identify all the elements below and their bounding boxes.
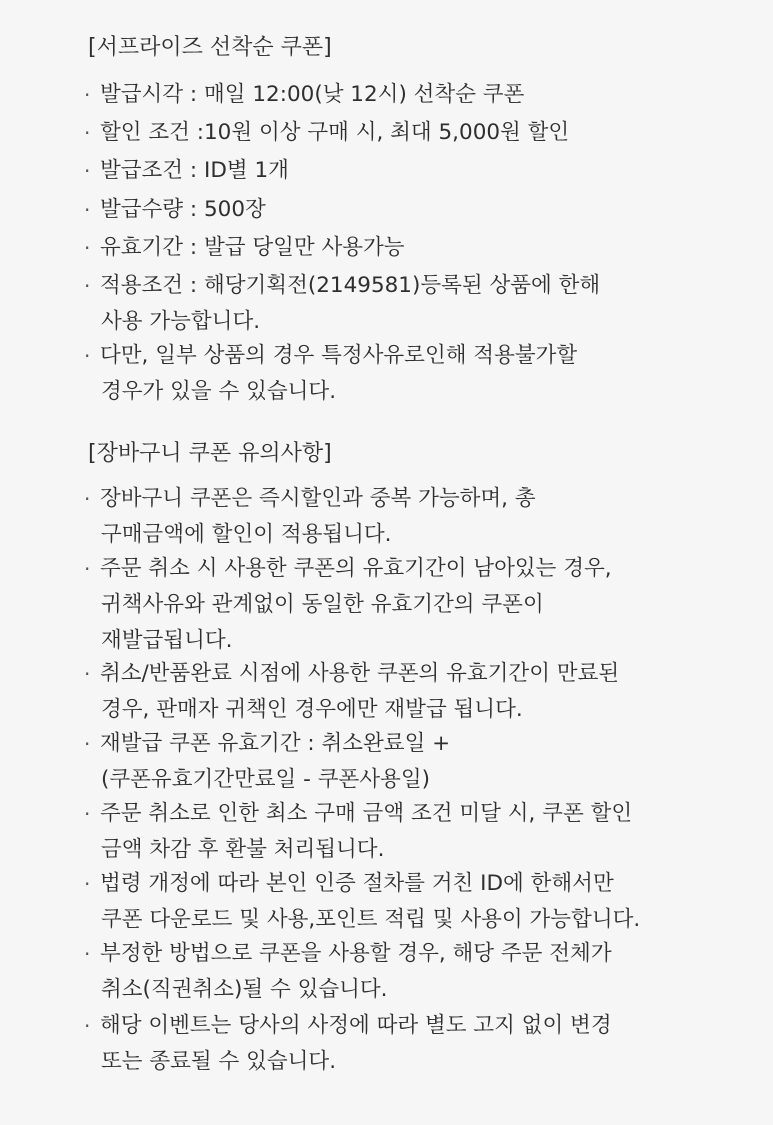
list-item-text: 해당 이벤트는 당사의 사정에 따라 별도 고지 없이 변경 bbox=[100, 1013, 612, 1038]
list-item-text: (쿠폰유효기간만료일 - 쿠폰사용일) bbox=[101, 767, 430, 792]
list-item-text: 발급조건 : ID별 1개 bbox=[100, 158, 289, 183]
list-item-text: 발급시각 : 매일 12:00(낮 12시) 선착순 쿠폰 bbox=[100, 82, 525, 107]
list-item-text: 경우, 판매자 귀책인 경우에만 재발급 됩니다. bbox=[101, 697, 523, 722]
bullet-icon: · bbox=[84, 344, 91, 368]
section-title-cart-coupon: [장바구니 쿠폰 유의사항] bbox=[88, 441, 332, 466]
list-item-text: 귀책사유와 관계없이 동일한 유효기간의 쿠폰이 bbox=[101, 592, 544, 617]
list-item-text: 유효기간 : 발급 당일만 사용가능 bbox=[100, 235, 405, 260]
list-item-text: 구매금액에 할인이 적용됩니다. bbox=[101, 522, 392, 547]
bullet-icon: · bbox=[84, 83, 91, 107]
list-item-text: 취소(직권취소)될 수 있습니다. bbox=[101, 977, 388, 1002]
list-item-text: 주문 취소 시 사용한 쿠폰의 유효기간이 남아있는 경우, bbox=[100, 556, 612, 581]
bullet-icon: · bbox=[84, 557, 91, 581]
list-item-text: 주문 취소로 인한 최소 구매 금액 조건 미달 시, 쿠폰 할인 bbox=[100, 801, 633, 826]
bullet-icon: · bbox=[84, 159, 91, 183]
bullet-icon: · bbox=[84, 662, 91, 686]
list-item-text: 장바구니 쿠폰은 즉시할인과 중복 가능하며, 총 bbox=[100, 486, 536, 511]
list-item-text: 법령 개정에 따라 본인 인증 절차를 거친 ID에 한해서만 bbox=[100, 871, 614, 896]
bullet-icon: · bbox=[84, 274, 91, 298]
list-item-text: 취소/반품완료 시점에 사용한 쿠폰의 유효기간이 만료된 bbox=[100, 661, 620, 686]
bullet-icon: · bbox=[84, 236, 91, 260]
list-item-text: 또는 종료될 수 있습니다. bbox=[101, 1049, 337, 1074]
list-item-text: 사용 가능합니다. bbox=[101, 309, 261, 334]
bullet-icon: · bbox=[84, 872, 91, 896]
section-title-surprise-coupon: [서프라이즈 선착순 쿠폰] bbox=[88, 35, 332, 60]
bullet-icon: · bbox=[84, 487, 91, 511]
list-item-text: 발급수량 : 500장 bbox=[100, 197, 266, 222]
list-item-text: 다만, 일부 상품의 경우 특정사유로인해 적용불가할 bbox=[100, 343, 578, 368]
list-item-text: 재발급 쿠폰 유효기간 : 취소완료일 + bbox=[100, 731, 451, 756]
bullet-icon: · bbox=[84, 121, 91, 145]
list-item-text: 적용조건 : 해당기획전(2149581)등록된 상품에 한해 bbox=[100, 273, 601, 298]
bullet-icon: · bbox=[84, 802, 91, 826]
list-item-text: 금액 차감 후 환불 처리됩니다. bbox=[101, 837, 385, 862]
list-item-text: 재발급됩니다. bbox=[101, 628, 233, 653]
bullet-icon: · bbox=[84, 732, 91, 756]
list-item-text: 쿠폰 다운로드 및 사용,포인트 적립 및 사용이 가능합니다. bbox=[101, 907, 641, 932]
list-item-text: 할인 조건 :10원 이상 구매 시, 최대 5,000원 할인 bbox=[100, 120, 570, 145]
bullet-icon: · bbox=[84, 942, 91, 966]
bullet-icon: · bbox=[84, 1014, 91, 1038]
bullet-icon: · bbox=[84, 198, 91, 222]
list-item-text: 부정한 방법으로 쿠폰을 사용할 경우, 해당 주문 전체가 bbox=[100, 941, 612, 966]
list-item-text: 경우가 있을 수 있습니다. bbox=[101, 379, 337, 404]
